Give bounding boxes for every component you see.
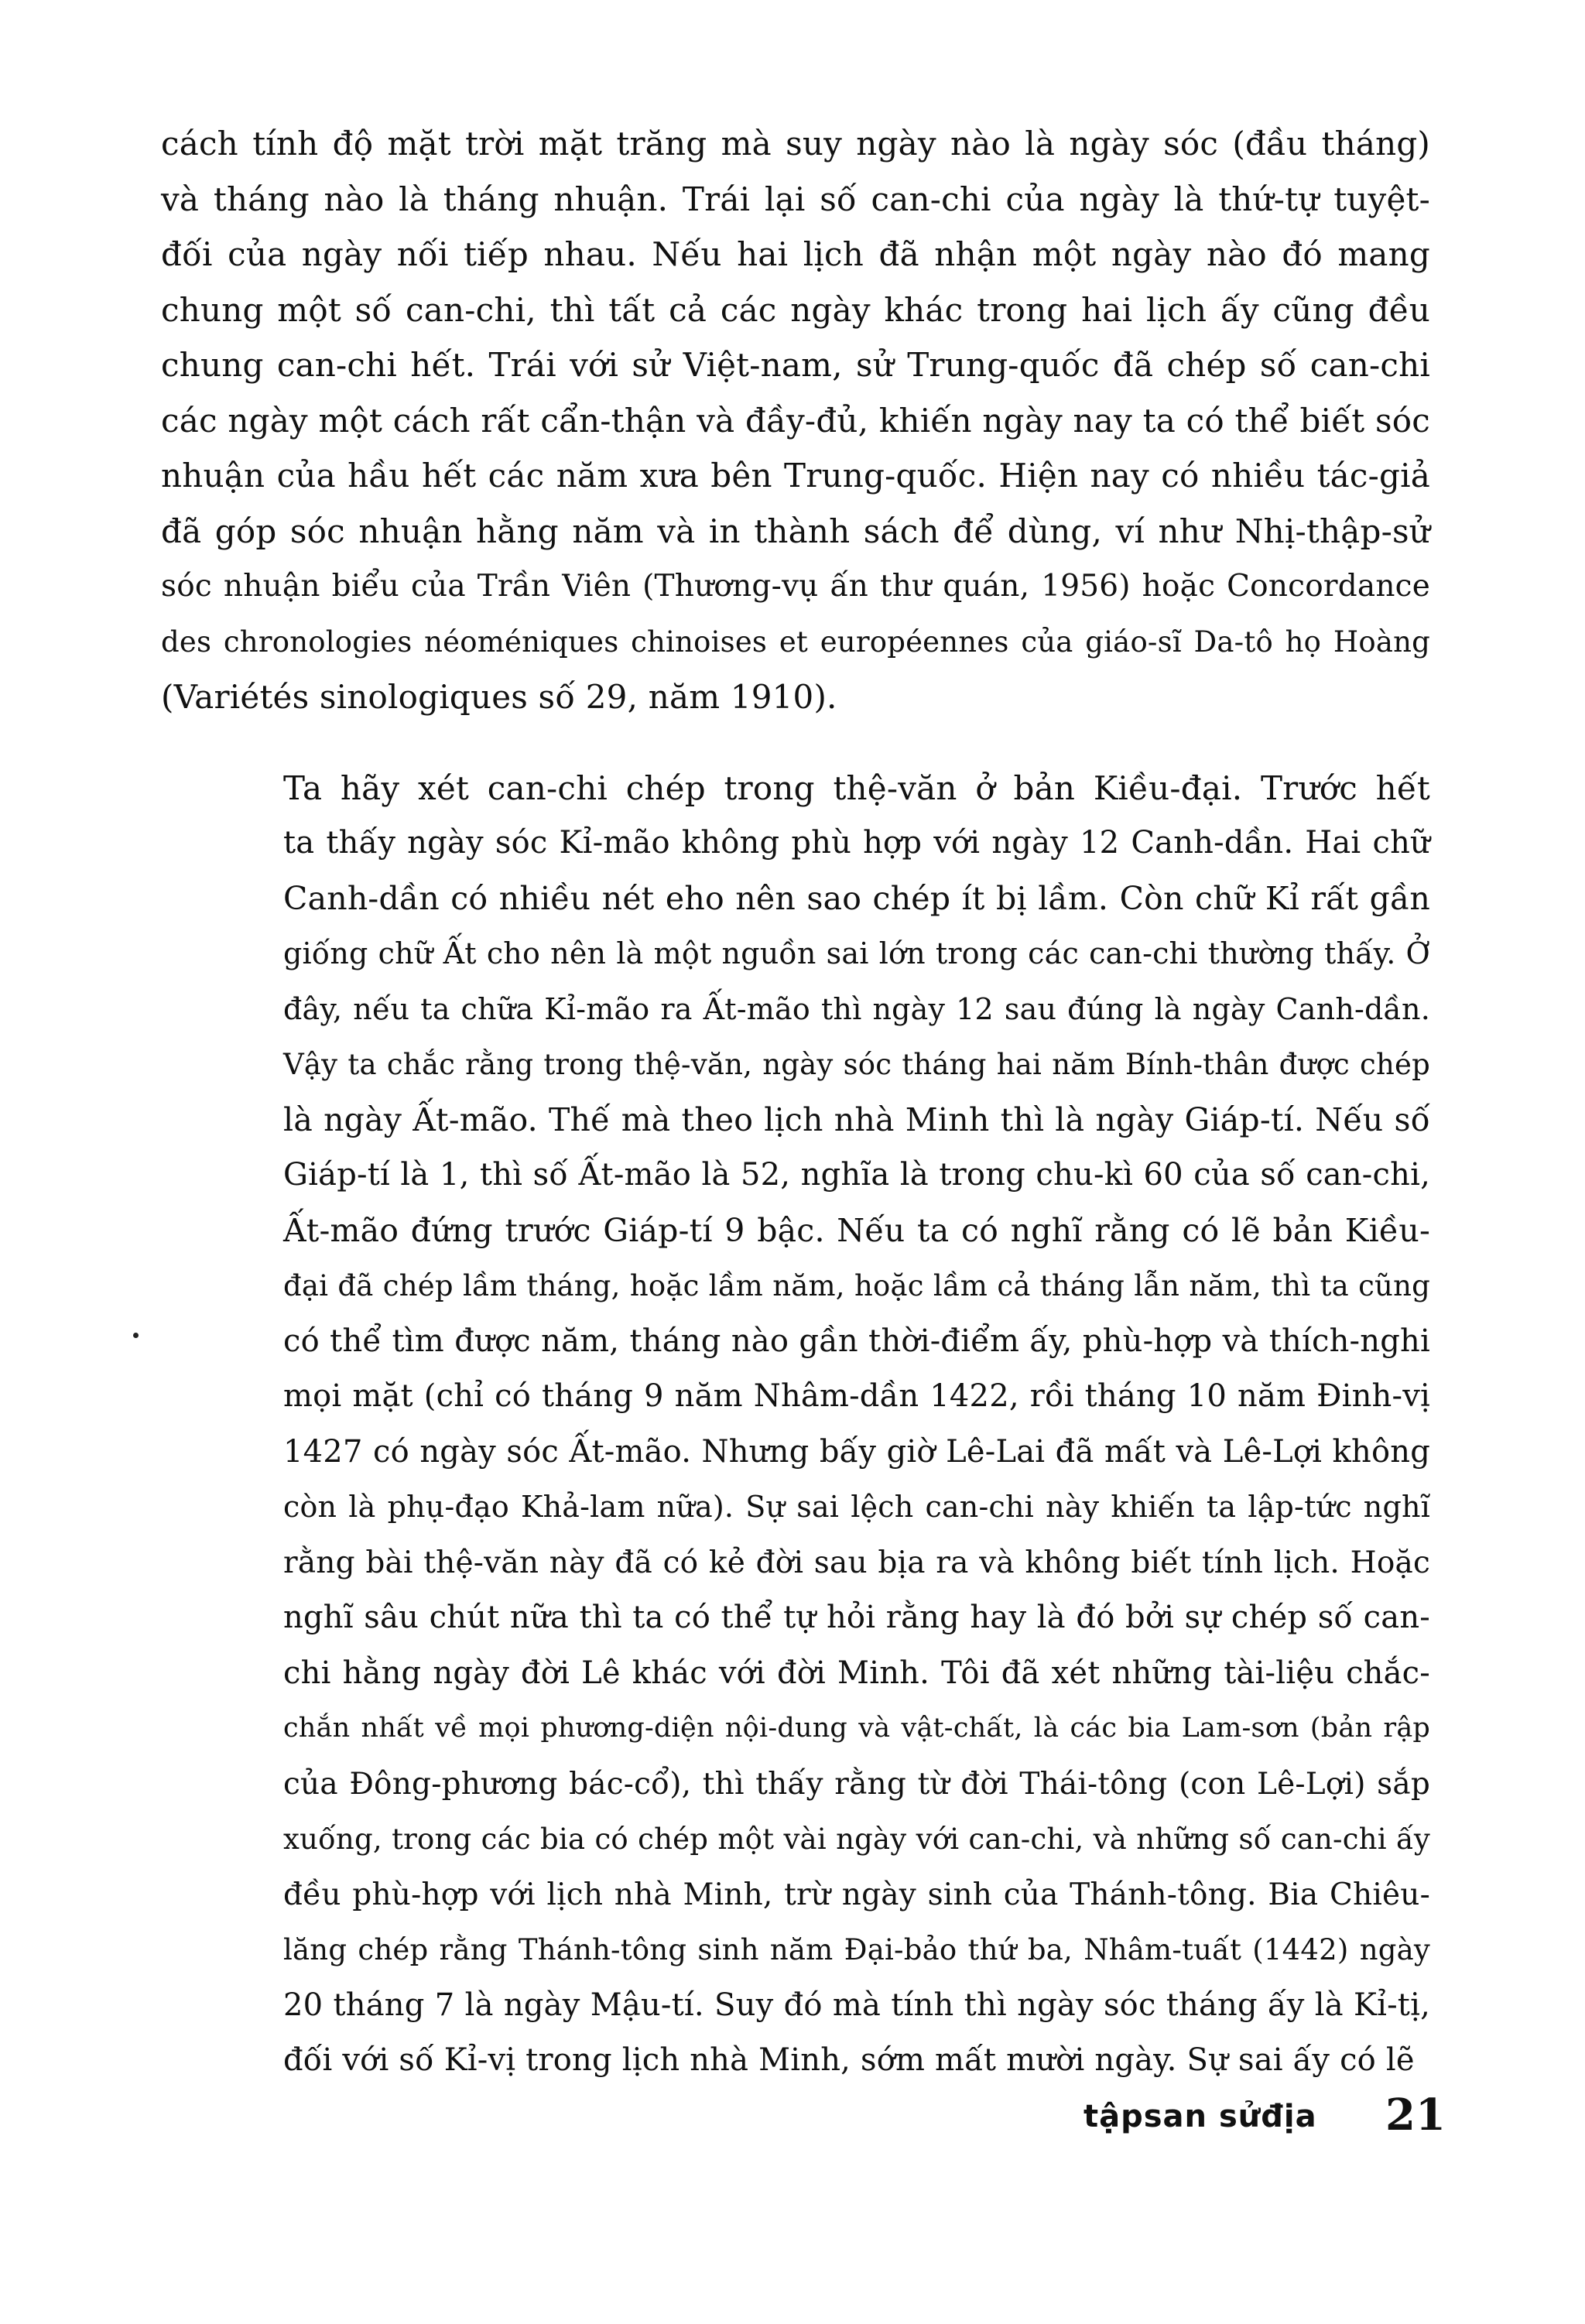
text-line: đây, nếu ta chữa Kỉ-mão ra Ất-mão thì ngày 12 sau đúng là ngày Canh-dần. <box>283 991 1430 1026</box>
text-line: đều phù-hợp với lịch nhà Minh, trừ ngày sinh của Thánh-tông. Bia Chiêu- <box>283 1877 1430 1912</box>
text-line: là ngày Ất-mão. Thế mà theo lịch nhà Minh thì là ngày Giáp-tí. Nếu số <box>283 1100 1430 1138</box>
text-line: 20 tháng 7 là ngày Mậu-tí. Suy đó mà tính thì ngày sóc tháng ấy là Kỉ-tị, <box>283 1987 1430 2023</box>
text-line: mọi mặt (chỉ có tháng 9 năm Nhâm-dần 1422, rồi tháng 10 năm Đinh-vị <box>283 1378 1430 1414</box>
text-line: ta thấy ngày sóc Kỉ-mão không phù hợp với ngày 12 Canh-dần. Hai chữ <box>283 825 1430 861</box>
text-line: chi hằng ngày đời Lê khác với đời Minh. Tôi đã xét những tài-liệu chắc- <box>283 1655 1430 1691</box>
text-line: và tháng nào là tháng nhuận. Trái lại số can-chi của ngày là thứ-tự tuyệt- <box>161 180 1430 218</box>
text-line: Ất-mão đứng trước Giáp-tí 9 bậc. Nếu ta có nghĩ rằng có lẽ bản Kiều- <box>283 1211 1430 1249</box>
page-body <box>161 116 1430 2089</box>
text-line: đại đã chép lầm tháng, hoặc lầm năm, hoặc lầm cả tháng lẫn năm, thì ta cũng <box>283 1269 1430 1302</box>
text-line: đã góp sóc nhuận hằng năm và in thành sách để dùng, ví như Nhị-thập-sử <box>161 512 1430 550</box>
text-line: đối của ngày nối tiếp nhau. Nếu hai lịch đã nhận một ngày nào đó mang <box>161 235 1430 273</box>
text-line: cách tính độ mặt trời mặt trăng mà suy ngày nào là ngày sóc (đầu tháng) <box>161 125 1430 163</box>
text-line: chắn nhất về mọi phương-diện nội-dung và vật-chất, là các bia Lam-sơn (bản rập <box>283 1713 1430 1744</box>
text-line: 1427 có ngày sóc Ất-mão. Nhưng bấy giờ Lê-Lai đã mất và Lê-Lợi không <box>283 1433 1430 1470</box>
text-line: Canh-dần có nhiều nét eho nên sao chép ít bị lầm. Còn chữ Kỉ rất gần <box>283 879 1430 917</box>
paragraph-2 <box>161 761 1430 2089</box>
text-line: chung can-chi hết. Trái với sử Việt-nam, sử Trung-quốc đã chép số can-chi <box>161 346 1430 384</box>
text-line: des chronologies néoméniques chinoises et européennes của giáo-sĩ Da-tô họ Hoàng <box>161 625 1430 659</box>
text-line: các ngày một cách rất cẩn-thận và đầy-đủ, khiến ngày nay ta có thể biết sóc <box>161 401 1430 440</box>
text-line: Vậy ta chắc rằng trong thệ-văn, ngày sóc tháng hai năm Bính-thân được chép <box>283 1048 1430 1081</box>
text-line: đối với số Kỉ-vị trong lịch nhà Minh, sớm mất mười ngày. Sự sai ấy có lẽ <box>283 2042 1415 2078</box>
page-footer <box>1083 2090 1446 2151</box>
text-line: rằng bài thệ-văn này đã có kẻ đời sau bịa ra và không biết tính lịch. Hoặc <box>283 1545 1430 1580</box>
text-line: Ta hãy xét can-chi chép trong thệ-văn ở bản Kiều-đại. Trước hết <box>283 768 1430 807</box>
page-number: 21 <box>1385 2090 1446 2141</box>
text-line: có thể tìm được năm, tháng nào gần thời-điểm ấy, phù-hợp và thích-nghi <box>283 1323 1430 1359</box>
text-line: nghĩ sâu chút nữa thì ta có thể tự hỏi rằng hay là đó bởi sự chép số can- <box>283 1600 1430 1635</box>
text-line: (Variétés sinologiques số 29, năm 1910). <box>161 678 837 716</box>
text-line: nhuận của hầu hết các năm xưa bên Trung-quốc. Hiện nay có nhiều tác-giả <box>161 457 1430 495</box>
text-line: lăng chép rằng Thánh-tông sinh năm Đại-bảo thứ ba, Nhâm-tuất (1442) ngày <box>283 1933 1430 1966</box>
text-line: chung một số can-chi, thì tất cả các ngày khác trong hai lịch ấy cũng đều <box>161 290 1430 329</box>
text-line: xuống, trong các bia có chép một vài ngày với can-chi, và những số can-chi ấy <box>283 1823 1430 1856</box>
text-line: Giáp-tí là 1, thì số Ất-mão là 52, nghĩa là trong chu-kì 60 của số can-chi, <box>283 1157 1430 1193</box>
margin-dot <box>133 1333 139 1338</box>
journal-name: tậpsan sửđịa <box>1083 2099 1317 2134</box>
paragraph-1 <box>161 116 1430 725</box>
text-line: giống chữ Ất cho nên là một nguồn sai lớn trong các can-chi thường thấy. Ở <box>283 936 1430 970</box>
text-line: của Đông-phương bác-cổ), thì thấy rằng từ đời Thái-tông (con Lê-Lợi) sắp <box>283 1766 1430 1802</box>
text-line: sóc nhuận biểu của Trần Viên (Thương-vụ ấn thư quán, 1956) hoặc Concordance <box>161 569 1430 604</box>
text-line: còn là phụ-đạo Khả-lam nữa). Sự sai lệch can-chi này khiến ta lập-tức nghĩ <box>283 1490 1430 1524</box>
